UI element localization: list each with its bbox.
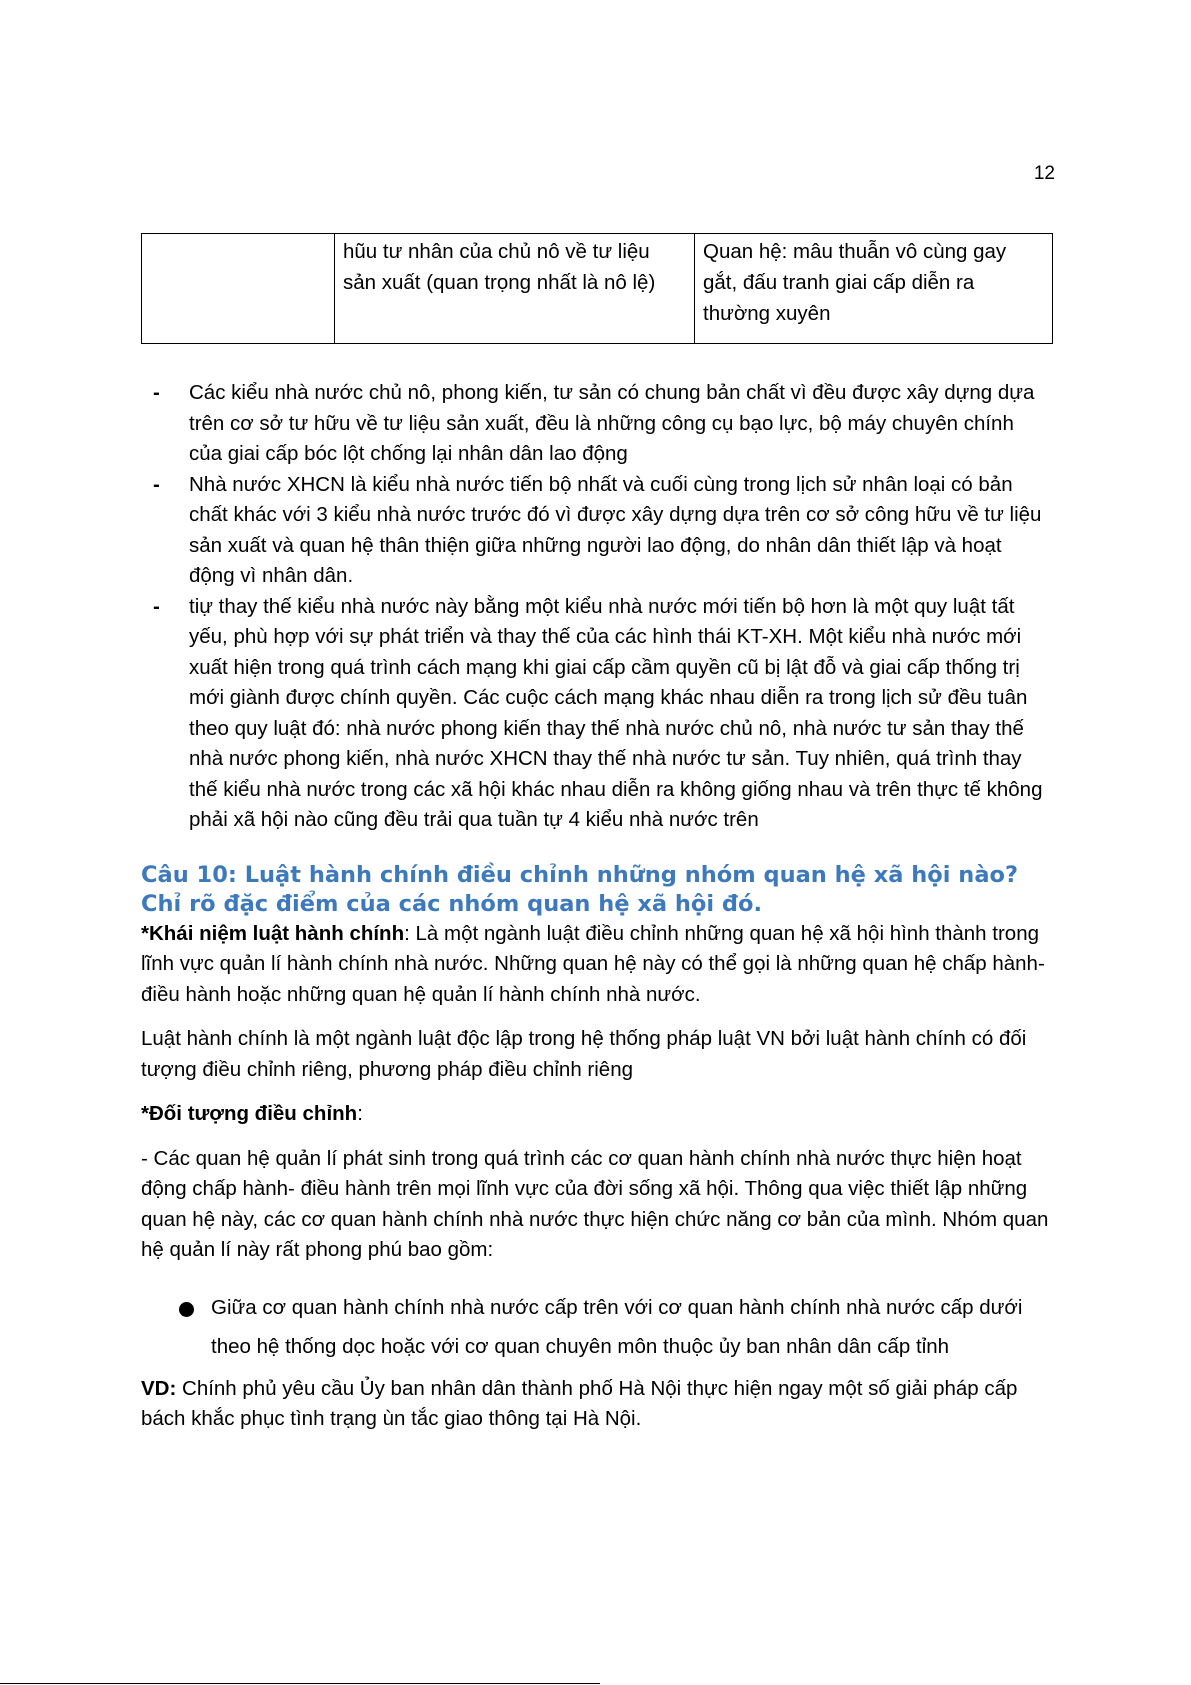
table-cell-empty	[142, 234, 335, 344]
list-item	[141, 470, 1052, 592]
subject-label: *Đối tượng điều chỉnh	[141, 1102, 358, 1125]
independent-paragraph: Luật hành chính là một ngành luật độc lập trong hệ thống pháp luật VN bởi luật hành chính có đối tượng điều chỉnh riêng, phương pháp điều chỉnh riêng	[141, 1027, 1027, 1081]
list-item-text: Các kiểu nhà nước chủ nô, phong kiến, tư sản có chung bản chất vì đều được xây dựng dựa trên cơ sở tư hữu về tư liệu sản xuất, đều là những công cụ bạo lực, bộ máy chuyên chính của giai cấp bóc lột chống lại nhân dân lao động	[189, 381, 1035, 465]
dash-marker: -	[153, 594, 160, 618]
subject-suffix: :	[357, 1102, 363, 1125]
list-item-text: tiự thay thế kiểu nhà nước này bằng một kiểu nhà nước mới tiến bộ hơn là một quy luật tất yếu, phù hợp với sự phát triển và thay thế của các hình thái KT-XH. Một kiểu nhà nước mới xuất hiện trong quá trình cách mạng khi giai cấp cầm quyền cũ bị lật đỗ và giai cấp thống trị mới giành được chính quyền. Các cuộc cách mạng khác nhau diễn ra trong lịch sử đều tuân theo quy luật đó: nhà nước phong kiến thay thế nhà nước chủ nô, nhà nước tư sản thay thế nhà nước phong kiến, nhà nước XHCN thay thế nhà nước tư sản. Tuy nhiên, quá trình thay thế kiểu nhà nước trong các xã hội khác nhau diễn ra không giống nhau và trên thực tế không phải xã hội nào cũng đều trải qua tuần tự 4 kiểu nhà nước trên	[189, 594, 1043, 831]
concept-paragraph	[141, 919, 1052, 1011]
management-paragraph: - Các quan hệ quản lí phát sinh trong quá trình các cơ quan hành chính nhà nước thực hiện hoạt động chấp hành- điều hành trên mọi lĩnh vực của đời sống xã hội. Thông qua việc thiết lập những quan hệ này, các cơ quan hành chính nhà nước thực hiện chức năng cơ bản của mình. Nhóm quan hệ quản lí này rất phong phú bao gồm:	[141, 1146, 1049, 1261]
concept-text: : Là một ngành luật điều chỉnh những quan hệ xã hội hình thành trong lĩnh vực quản lí hành chính nhà nước. Những quan hệ này có thể gọi là những quan hệ chấp hành- điều hành hoặc những quan hệ quản lí hành chính nhà nước.	[141, 921, 1045, 1006]
bullet-dot-icon	[179, 1302, 194, 1317]
concept-label: *Khái niệm luật hành chính	[141, 921, 405, 945]
list-item-text: Nhà nước XHCN là kiểu nhà nước tiến bộ nhất và cuối cùng trong lịch sử nhân loại có bản chất khác với 3 kiểu nhà nước trước đó vì được xây dựng dựa trên cơ sở công hữu về tư liệu sản xuất và quan hệ thân thiện giữa những người lao động, do nhân dân thiết lập và hoạt động vì nhân dân.	[189, 472, 1042, 587]
example-label: VD:	[141, 1376, 177, 1400]
bullet-text: Giữa cơ quan hành chính nhà nước cấp trên với cơ quan hành chính nhà nước cấp dưới theo hệ thống dọc hoặc với cơ quan chuyên môn thuộc ủy ban nhân dân cấp tỉnh	[211, 1295, 1023, 1358]
table-row	[142, 234, 1053, 344]
example-text: Chính phủ yêu cầu Ủy ban nhân dân thành phố Hà Nội thực hiện ngay một số giải pháp cấp bách khắc phục tình trạng ùn tắc giao thông tại Hà Nội.	[141, 1376, 1018, 1430]
example-paragraph	[141, 1374, 1052, 1435]
table-cell-ownership: hũu tư nhân của chủ nô về tư liệu sản xuất (quan trọng nhất là nô lệ)	[335, 234, 695, 344]
page-content	[141, 233, 1052, 1435]
bullet-list	[141, 1288, 1052, 1366]
dash-marker: -	[153, 381, 160, 404]
page-number: 12	[1033, 163, 1055, 184]
dash-list	[141, 378, 1052, 836]
subject-paragraph	[141, 1099, 1052, 1130]
dash-marker: -	[153, 472, 160, 496]
question-heading: Câu 10: Luật hành chính điều chỉnh những nhóm quan hệ xã hội nào? Chỉ rõ đặc điểm của các nhóm quan hệ xã hội đó.	[141, 861, 1019, 917]
list-item	[141, 378, 1052, 470]
table-cell-relations: Quan hệ: mâu thuẫn vô cùng gay gắt, đấu tranh giai cấp diễn ra thường xuyên	[695, 234, 1053, 344]
continuation-table	[141, 233, 1053, 344]
list-item	[141, 1288, 1052, 1366]
footer-divider	[0, 1683, 600, 1684]
list-item	[141, 592, 1052, 836]
